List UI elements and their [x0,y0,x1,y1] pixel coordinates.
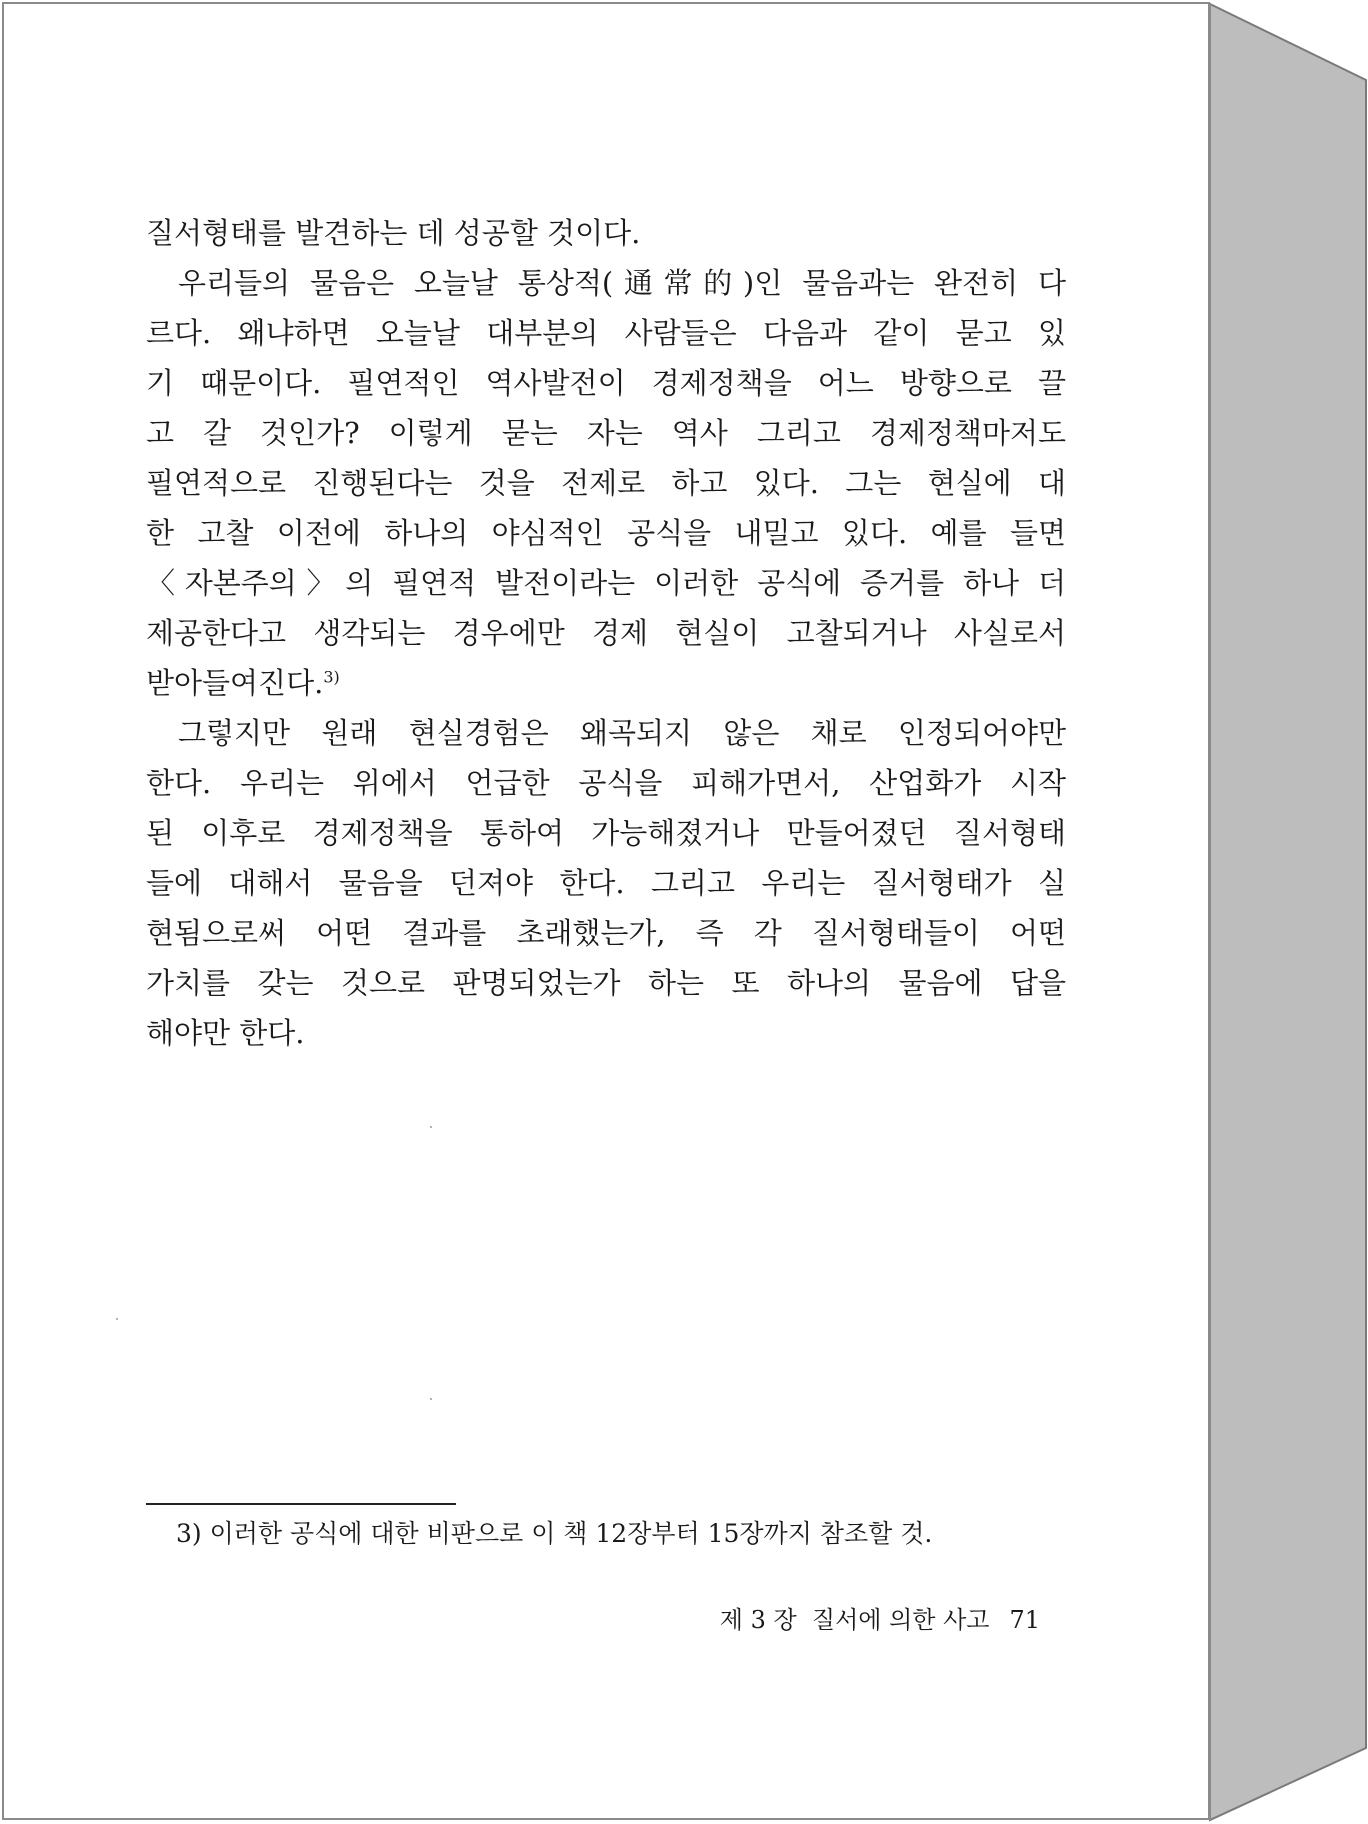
text-line [146,658,1066,708]
text-line-content: 고 갈 것인가? 이렇게 묻는 자는 역사 그리고 경제정책마저도 [146,416,1066,450]
text-line [146,308,1066,358]
text-line-content: 〈자본주의〉의 필연적 발전이라는 이러한 공식에 증거를 하나 더 [146,566,1066,600]
footnote: 3) 이러한 공식에 대한 비판으로 이 책 12장부터 15장까지 참조할 것. [176,1519,933,1548]
text-line [146,208,1066,258]
text-line-content: 현됨으로써 어떤 결과를 초래했는가, 즉 각 질서형태들이 어떤 [146,916,1066,950]
text-line-content: 필연적으로 진행된다는 것을 전제로 하고 있다. 그는 현실에 대 [146,466,1066,500]
chapter-title: 제 3 장 질서에 의한 사고 [719,1606,990,1634]
text-line-content: 질서형태를 발견하는 데 성공할 것이다. [146,216,641,250]
text-line-content: 들에 대해서 물음을 던져야 한다. 그리고 우리는 질서형태가 실 [146,866,1066,900]
text-line [146,808,1066,858]
text-line [146,858,1066,908]
text-line-content: 우리들의 물음은 오늘날 통상적(通常的)인 물음과는 완전히 다 [178,266,1066,300]
text-line [146,508,1066,558]
text-line-content: 해야만 한다. [146,1016,305,1050]
text-line [146,258,1066,308]
footnote-rule [146,1503,456,1505]
text-line-content: 된 이후로 경제정책을 통하여 가능해졌거나 만들어졌던 질서형태 [146,816,1066,850]
scan-speck [430,1398,432,1400]
scan-speck [116,1318,118,1320]
text-line-content: 기 때문이다. 필연적인 역사발전이 경제정책을 어느 방향으로 끌 [146,366,1066,400]
text-line-content: 그렇지만 원래 현실경험은 왜곡되지 않은 채로 인정되어야만 [178,716,1066,750]
text-line [146,908,1066,958]
page-number: 71 [1009,1606,1040,1634]
text-line [146,358,1066,408]
scan-speck [430,1126,432,1128]
text-line [146,758,1066,808]
text-line-content: 가치를 갖는 것으로 판명되었는가 하는 또 하나의 물음에 답을 [146,966,1066,1000]
body-text [146,208,1066,1058]
text-line [146,608,1066,658]
text-line [146,558,1066,608]
text-line-content: 제공한다고 생각되는 경우에만 경제 현실이 고찰되거나 사실로서 [146,616,1066,650]
text-line [146,408,1066,458]
text-line-content: 르다. 왜냐하면 오늘날 대부분의 사람들은 다음과 같이 묻고 있 [146,316,1066,350]
footnote-ref: 3) [323,667,340,687]
text-line-content: 받아들여진다. [146,666,324,700]
running-footer [700,1600,1040,1640]
text-line [146,1008,1066,1058]
text-line [146,708,1066,758]
text-line [146,958,1066,1008]
text-line-content: 한다. 우리는 위에서 언급한 공식을 피해가면서, 산업화가 시작 [146,766,1066,800]
text-line [146,458,1066,508]
text-line-content: 한 고찰 이전에 하나의 야심적인 공식을 내밀고 있다. 예를 들면 [146,516,1066,550]
